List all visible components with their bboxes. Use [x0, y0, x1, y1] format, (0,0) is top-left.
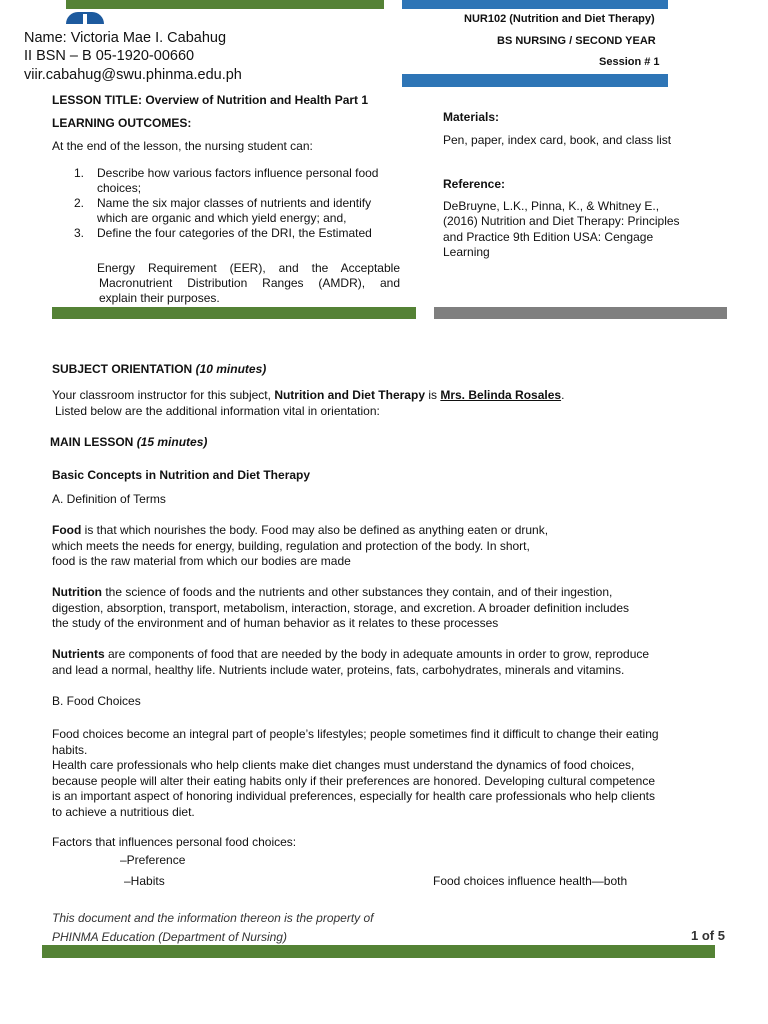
main-lesson-heading [50, 435, 207, 450]
food-choices-line: because people will alter their eating habits only if their preferences are honored. Developing cultural competence [52, 773, 656, 788]
side-note: Food choices influence health—both [433, 874, 628, 888]
outcome-number: 3. [74, 226, 85, 240]
outcome-item [52, 226, 402, 241]
orientation-text: Your classroom instructor for this subject, [52, 388, 275, 402]
food-choices-line: Food choices become an integral part of people’s lifestyles; people sometimes find it difficult to change their eating [52, 727, 659, 741]
food-definition-text: is that which nourishes the body. Food may also be defined as anything eaten or drunk, [81, 523, 549, 537]
footer-ownership-line: This document and the information thereon is the property of [52, 911, 374, 925]
outcomes-intro: At the end of the lesson, the nursing student can: [52, 139, 313, 153]
reference-line: DeBruyne, L.K., Pinna, K., & Whitney E., [443, 199, 660, 213]
section-a-heading: A. Definition of Terms [52, 492, 166, 506]
nutrients-definition [52, 647, 692, 678]
materials-heading: Materials: [443, 110, 500, 124]
student-name: Name: Victoria Mae I. Cabahug [24, 30, 227, 46]
reference-line: (2016) Nutrition and Diet Therapy: Principles [443, 214, 680, 228]
program-year: BS NURSING / SECOND YEAR [497, 35, 656, 47]
materials-text: Pen, paper, index card, book, and class list [443, 133, 672, 147]
subject-name: Nutrition and Diet Therapy [274, 388, 425, 402]
food-choices-line: to achieve a nutritious diet. [52, 804, 195, 819]
nutrients-term: Nutrients [52, 647, 105, 661]
orientation-heading-text: SUBJECT ORIENTATION [52, 362, 193, 376]
orientation-line-1 [52, 388, 564, 403]
lesson-title: LESSON TITLE: Overview of Nutrition and Health Part 1 [52, 93, 369, 107]
nutrition-definition-text: the science of foods and the nutrients and other substances they contain, and of their ingestion, [102, 585, 613, 599]
student-email: viir.cabahug@swu.phinma.edu.ph [24, 67, 242, 83]
main-lesson-duration: (15 minutes) [136, 435, 208, 449]
outcome-3-continuation-2: Macronutrient Distribution Ranges (AMDR), and [99, 276, 400, 290]
outcome-item [52, 196, 402, 226]
food-definition-line [52, 523, 692, 539]
outcome-text: Define the four categories of the DRI, the Estimated [97, 226, 372, 240]
divider-green-bar [52, 307, 416, 319]
food-definition [52, 523, 692, 570]
nutrients-definition-line: and lead a normal, healthy life. Nutrients include water, proteins, fats, carbohydrates, minerals and vitamins. [52, 662, 625, 677]
factor-item: –Preference [120, 853, 186, 867]
learning-outcomes-heading: LEARNING OUTCOMES: [52, 116, 192, 130]
orientation-duration: (10 minutes) [195, 362, 267, 376]
reference-line: Learning [443, 245, 490, 259]
nutrients-definition-line [52, 647, 692, 663]
header-blue-bar-bottom [402, 74, 668, 87]
orientation-heading [52, 362, 266, 377]
nutrition-definition-line: digestion, absorption, transport, metabolism, interaction, storage, and excretion. A broader definition includes [52, 600, 630, 615]
orientation-text: . [561, 388, 565, 402]
food-choices-line: Health care professionals who help clients make diet changes must understand the dynamics of food choices, [52, 758, 635, 772]
header-green-bar [66, 0, 384, 9]
page-number: 1 of 5 [691, 928, 725, 943]
outcome-number: 2. [74, 196, 85, 210]
food-definition-line: which meets the needs for energy, building, regulation and protection of the body. In short, [52, 538, 530, 553]
nutrition-term: Nutrition [52, 585, 102, 599]
orientation-line-2: Listed below are the additional information vital in orientation: [55, 404, 380, 418]
nutrition-definition-line [52, 585, 692, 601]
instructor-name: Mrs. Belinda Rosales [440, 388, 562, 402]
food-choices-line: habits. [52, 742, 88, 757]
main-lesson-heading-text: MAIN LESSON [50, 435, 134, 449]
student-section: II BSN – B 05-1920-00660 [24, 48, 195, 64]
outcome-3-continuation-3: explain their purposes. [99, 291, 220, 305]
food-definition-line: food is the raw material from which our bodies are made [52, 554, 351, 568]
reference-heading: Reference: [443, 177, 506, 191]
footer-ownership-line: PHINMA Education (Department of Nursing) [52, 930, 287, 944]
learning-outcomes-list [52, 166, 402, 241]
orientation-text: is [425, 388, 441, 402]
outcome-text: Name the six major classes of nutrients and identify which are organic and which yield energy; and, [97, 196, 372, 225]
food-choices-line: is an important aspect of honoring individual preferences, especially for health care professionals who help clients [52, 789, 656, 803]
food-choices-paragraph [52, 727, 692, 820]
course-code: NUR102 (Nutrition and Diet Therapy) [464, 13, 655, 25]
factor-item: –Habits [124, 874, 165, 888]
factors-intro: Factors that influences personal food choices: [52, 835, 297, 849]
section-b-heading: B. Food Choices [52, 694, 141, 708]
divider-gray-bar [434, 307, 727, 319]
session-number: Session # 1 [599, 56, 660, 68]
header-blue-bar-top [402, 0, 668, 9]
outcome-item [52, 166, 402, 196]
reference-line: and Practice 9th Edition USA: Cengage [443, 230, 654, 244]
outcome-text: Describe how various factors influence personal food choices; [97, 166, 379, 195]
main-lesson-subheading: Basic Concepts in Nutrition and Diet Therapy [52, 468, 311, 482]
food-term: Food [52, 523, 82, 537]
outcome-3-continuation-1: Energy Requirement (EER), and the Acceptable [97, 261, 400, 275]
phinma-logo-icon [66, 12, 104, 24]
nutrition-definition [52, 585, 692, 632]
nutrition-definition-line: the study of the environment and of human behavior as it relates to these processes [52, 616, 499, 630]
nutrients-definition-text: are components of food that are needed by the body in adequate amounts in order to grow, reproduce [104, 647, 650, 661]
outcome-number: 1. [74, 166, 85, 180]
footer-green-bar [42, 945, 715, 958]
